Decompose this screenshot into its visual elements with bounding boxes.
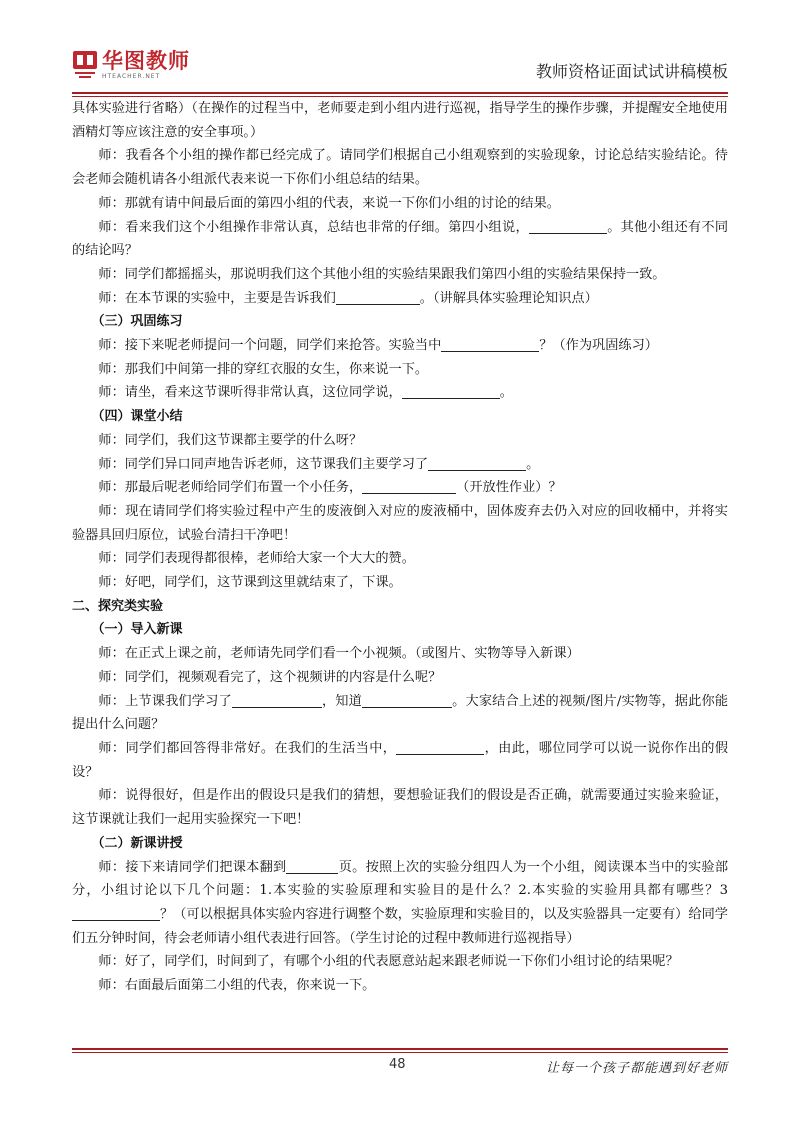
paragraph-text: 。 — [499, 385, 513, 401]
paragraph-text: 师：那最后呢老师给同学们布置一个小任务， — [98, 480, 363, 496]
paragraph — [72, 334, 728, 358]
paragraph: 师：好了，同学们，时间到了，有哪个小组的代表愿意站起来跟老师说一下你们小组讨论的结果呢？ — [98, 954, 679, 970]
paragraph-text: 师：同学们都回答得非常好。在我们的生活当中， — [98, 740, 397, 756]
page-number: 48 — [389, 1057, 406, 1072]
paragraph — [72, 381, 728, 405]
paragraph-text: 师：同学们异口同声地告诉老师，这节课我们主要学习了 — [98, 456, 429, 472]
paragraph: 师：同学们，视频观看完了，这个视频讲的内容是什么呢？ — [98, 669, 442, 685]
brand-logo — [72, 50, 190, 80]
document-body — [72, 97, 728, 998]
paragraph: 师：说得很好，但是作出的假设只是我们的猜想，要想验证我们的假设是否正确，就需要通过实验来验证，这节课就让我们一起用实验探究一下吧！ — [72, 788, 728, 828]
paragraph-text: 师：接下来请同学们把课本翻到 — [98, 859, 287, 875]
document-title: 教师资格证面试试讲稿模板 — [535, 62, 728, 81]
paragraph: 师：现在请同学们将实验过程中产生的废液倒入对应的废液桶中，固体废弃去仍入对应的回收桶中，并将实验器具回归原位，试验台清扫干净吧！ — [72, 503, 728, 543]
paragraph-text: 页。按照上次的实验分组四人为一个小组，阅读课本当中的实验部分，小组讨论以下几个问题：1.本实验的实验原理和实验目的是什么？2.本实验的实验用具都有哪些？3 — [72, 859, 729, 899]
fill-blank — [362, 478, 456, 494]
fill-blank — [72, 905, 160, 921]
header-divider — [72, 92, 728, 94]
logo-subtext: HTEACHER.NET — [102, 73, 161, 80]
fill-blank — [402, 383, 500, 399]
section-heading: （二）新课讲授 — [91, 835, 183, 851]
paragraph-text: （开放性作业）？ — [456, 480, 562, 496]
paragraph-text: 师：上节课我们学习了 — [98, 693, 232, 709]
footer-slogan: 让每一个孩子都能遇到好老师 — [545, 1061, 728, 1076]
paragraph-text: ，由此，哪位同学可以说一说你作出的假设？ — [72, 740, 729, 780]
footer-divider — [72, 1048, 728, 1050]
fill-blank — [441, 336, 539, 352]
fill-blank — [396, 739, 484, 755]
paragraph: 师：好吧，同学们，这节课到这里就结束了，下课。 — [98, 575, 402, 591]
fill-blank — [336, 289, 420, 305]
fill-blank — [428, 455, 526, 471]
paragraph — [72, 453, 728, 477]
page-header — [72, 44, 728, 94]
paragraph: 师：同学们，我们这节课都主要学的什么呀？ — [98, 432, 363, 448]
section-heading: （四）课堂小结 — [91, 409, 183, 425]
fill-blank — [232, 692, 322, 708]
paragraph: 师：我看各个小组的操作都已经完成了。请同学们根据自己小组观察到的实验现象，讨论总结实验结论。待会老师会随机请各小组派代表来说一下你们小组总结的结果。 — [72, 148, 728, 188]
paragraph: 师：右面最后面第二小组的代表，你来说一下。 — [98, 978, 376, 994]
fill-blank — [529, 218, 607, 234]
paragraph: 师：那我们中间第一排的穿红衣服的女生，你来说一下。 — [98, 361, 429, 377]
paragraph — [72, 690, 728, 737]
paragraph-text: 师：请坐，看来这节课听得非常认真，这位同学说， — [98, 385, 402, 401]
paragraph-text: 。 — [526, 456, 540, 472]
section-heading: （三）巩固练习 — [91, 314, 183, 330]
paragraph: 师：那就有请中间最后面的第四小组的代表，来说一下你们小组的讨论的结果。 — [98, 195, 560, 211]
paragraph: 具体实验进行省略）（在操作的过程当中，老师要走到小组内进行巡视，指导学生的操作步骤，并提醒安全地使用酒精灯等应该注意的安全事项。） — [72, 101, 728, 140]
logo-mark-icon — [72, 50, 98, 80]
paragraph-text: 师：看来我们这个小组操作非常认真，总结也非常的仔细。第四小组说， — [98, 219, 529, 235]
paragraph: 师：在正式上课之前，老师请先同学们看一个小视频。（或图片、实物等导入新课） — [98, 646, 580, 662]
paragraph — [72, 287, 728, 311]
paragraph-text: 。大家结合上述的视频/图片/实物等，据此你能提出什么问题？ — [72, 693, 729, 733]
paragraph: 师：同学们表现得都很棒，老师给大家一个大大的赞。 — [98, 551, 415, 567]
paragraph-text: 师：在本节课的实验中，主要是告诉我们 — [98, 290, 336, 306]
section-heading: （一）导入新课 — [91, 622, 183, 638]
fill-blank — [286, 858, 338, 874]
section-heading: 二、探究类实验 — [72, 598, 164, 614]
fill-blank — [362, 692, 452, 708]
footer-divider-thin — [72, 1052, 728, 1053]
paragraph — [72, 216, 728, 263]
paragraph: 师：同学们都摇摇头，那说明我们这个其他小组的实验结果跟我们第四小组的实验结果保持一致。 — [98, 266, 666, 282]
paragraph-text: ？（可以根据具体实验内容进行调整个数，实验原理和实验目的，以及实验器具一定要有）给同学们五分钟时间，待会老师请小组代表进行回答。（学生讨论的过程中教师进行巡视指导） — [72, 906, 728, 946]
paragraph — [72, 476, 728, 500]
paragraph-text: 。（讲解具体实验理论知识点） — [419, 290, 598, 306]
paragraph — [72, 856, 728, 951]
paragraph-text: ，知道 — [321, 693, 362, 709]
paragraph-text: 。其他小组还有不同的结论吗？ — [72, 219, 729, 259]
paragraph-text: 师：接下来呢老师提问一个问题，同学们来抢答。实验当中 — [98, 338, 442, 354]
paragraph — [72, 737, 728, 784]
logo-text: 华图教师 — [102, 49, 190, 73]
paragraph-text: ？（作为巩固练习） — [539, 338, 658, 354]
